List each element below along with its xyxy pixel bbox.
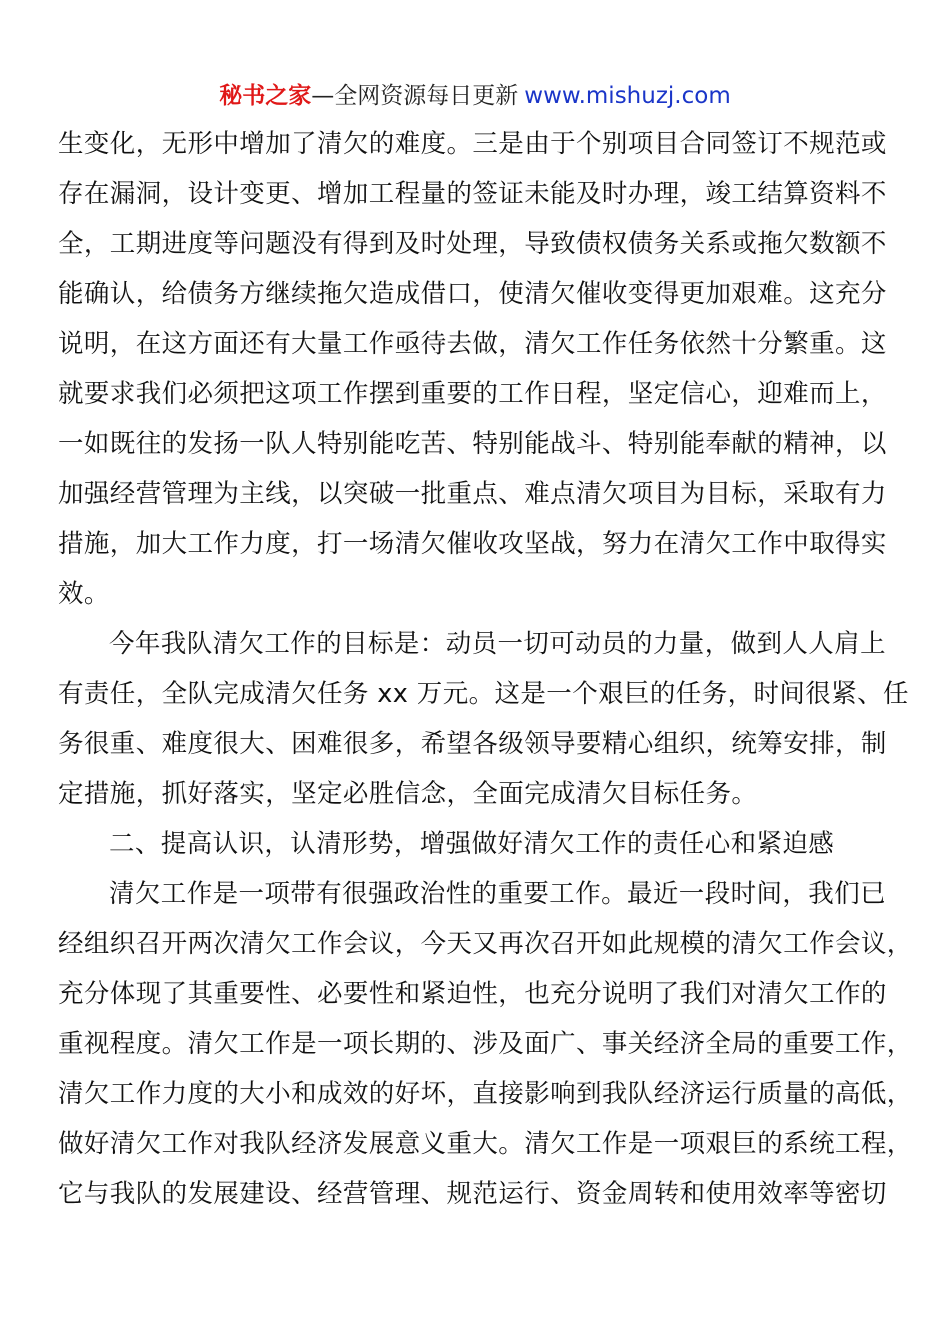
text-line: 生变化，无形中增加了清欠的难度。三是由于个别项目合同签订不规范或	[58, 129, 887, 159]
text-line: 充分体现了其重要性、必要性和紧迫性，也充分说明了我们对清欠工作的	[58, 979, 887, 1009]
text-line: 重视程度。清欠工作是一项长期的、涉及面广、事关经济全局的重要工作，	[58, 1029, 913, 1059]
section-heading: 二、提高认识，认清形势，增强做好清欠工作的责任心和紧迫感	[109, 829, 835, 859]
text-line: 全，工期进度等问题没有得到及时处理，导致债权债务关系或拖欠数额不	[58, 229, 887, 259]
text-line: 措施，加大工作力度，打一场清欠催收攻坚战，努力在清欠工作中取得实	[58, 529, 887, 559]
text-line: 务很重、难度很大、困难很多，希望各级领导要精心组织，统筹安排，制	[58, 729, 887, 759]
document-body	[58, 119, 913, 1219]
text-line: 做好清欠工作对我队经济发展意义重大。清欠工作是一项艰巨的系统工程，	[58, 1129, 913, 1159]
text-line: 清欠工作力度的大小和成效的好坏，直接影响到我队经济运行质量的高低，	[58, 1079, 913, 1109]
text-line: 有责任，全队完成清欠任务 xx 万元。这是一个艰巨的任务，时间很紧、任	[58, 679, 909, 709]
paragraph-first-line: 清欠工作是一项带有很强政治性的重要工作。最近一段时间，我们已	[109, 879, 887, 909]
page-header	[0, 80, 950, 112]
header-tagline: —全网资源每日更新	[311, 83, 519, 109]
text-line: 经组织召开两次清欠工作会议，今天又再次召开如此规模的清欠工作会议，	[58, 929, 913, 959]
text-line: 说明，在这方面还有大量工作亟待去做，清欠工作任务依然十分繁重。这	[58, 329, 887, 359]
text-line: 能确认，给债务方继续拖欠造成借口，使清欠催收变得更加艰难。这充分	[58, 279, 887, 309]
paragraph-first-line: 今年我队清欠工作的目标是：动员一切可动员的力量，做到人人肩上	[109, 629, 887, 659]
text-line: 就要求我们必须把这项工作摆到重要的工作日程，坚定信心，迎难而上，	[58, 379, 887, 409]
text-line: 存在漏洞，设计变更、增加工程量的签证未能及时办理，竣工结算资料不	[58, 179, 887, 209]
text-line: 一如既往的发扬一队人特别能吃苦、特别能战斗、特别能奉献的精神，以	[58, 429, 887, 459]
text-line: 效。	[58, 579, 110, 609]
brand-name: 秘书之家	[219, 83, 312, 109]
text-line: 它与我队的发展建设、经营管理、规范运行、资金周转和使用效率等密切	[58, 1179, 887, 1209]
site-url-link[interactable]: www.mishuzj.com	[524, 83, 731, 109]
text-line: 定措施，抓好落实，坚定必胜信念，全面完成清欠目标任务。	[58, 779, 758, 809]
text-line: 加强经营管理为主线，以突破一批重点、难点清欠项目为目标，采取有力	[58, 479, 887, 509]
